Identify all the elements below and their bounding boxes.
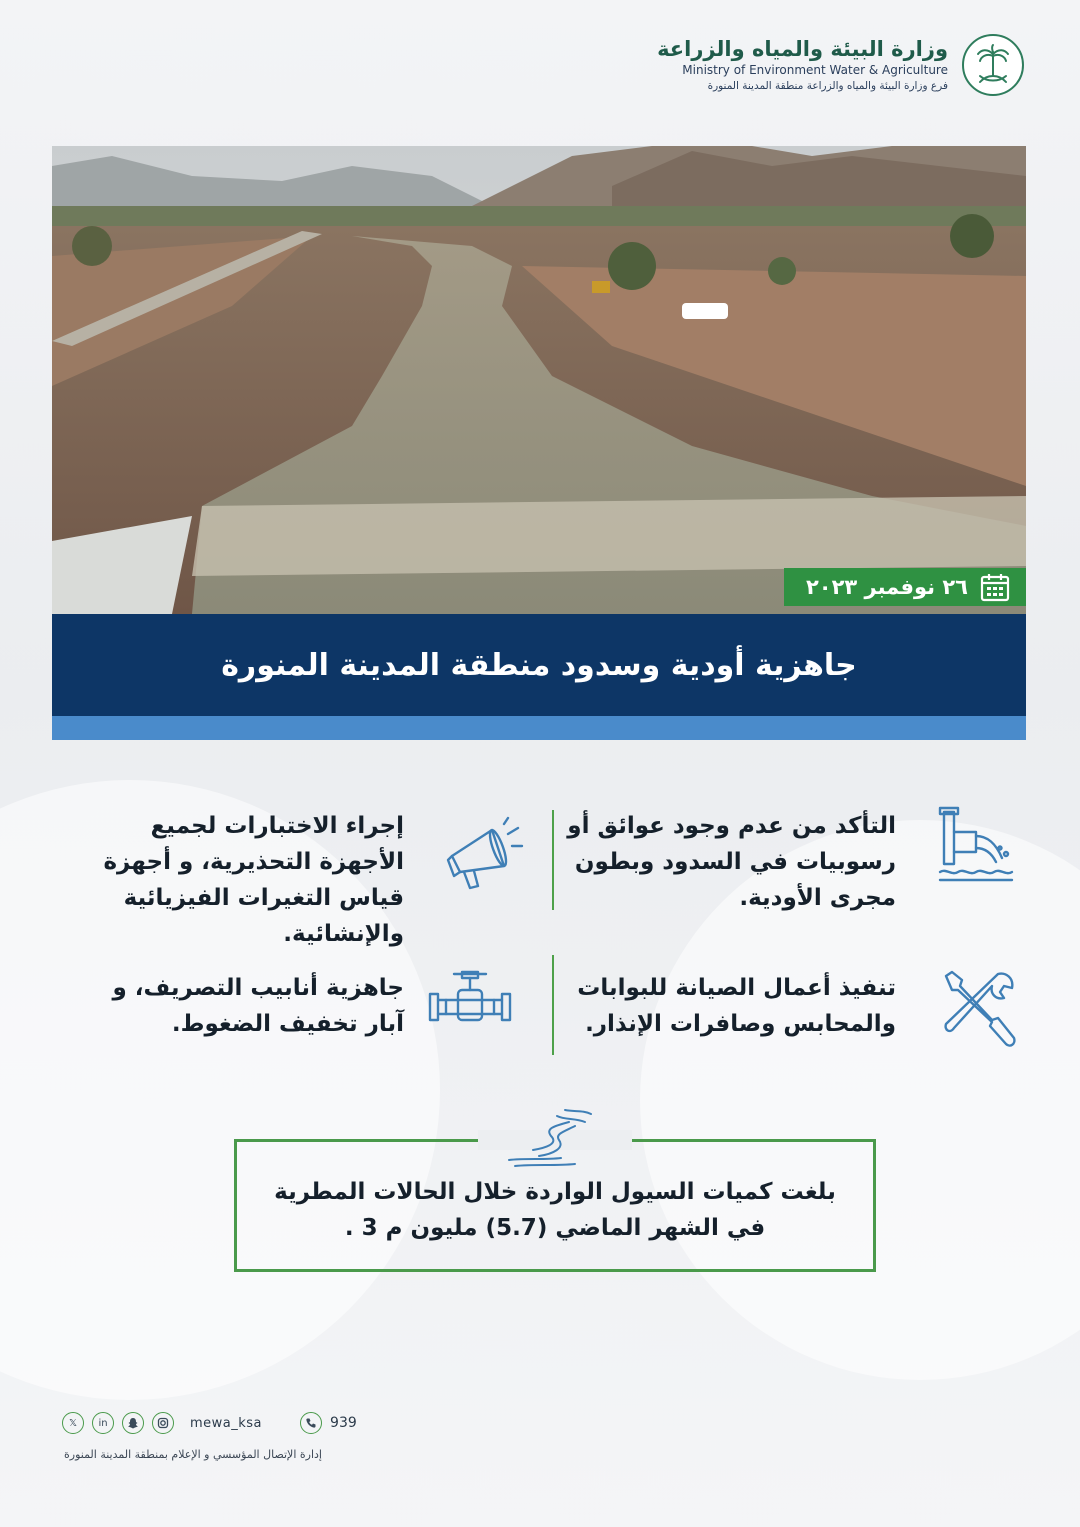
- ministry-name-ar: وزارة البيئة والمياه والزراعة: [657, 37, 948, 61]
- ministry-logo: [657, 34, 1024, 96]
- department-credit: إدارة الإتصال المؤسسي و الإعلام بمنطقة المدينة المنورة: [64, 1448, 322, 1461]
- title-accent-strip: [52, 716, 1026, 740]
- phone-contact[interactable]: [300, 1412, 357, 1434]
- post-date: ٢٦ نوفمبر ٢٠٢٣: [805, 575, 968, 599]
- calendar-icon: [980, 572, 1010, 602]
- megaphone-icon: [444, 816, 524, 896]
- page-title: جاهزية أودية وسدود منطقة المدينة المنورة: [221, 647, 857, 683]
- column-divider: [552, 810, 554, 910]
- ministry-name: [657, 36, 948, 94]
- linkedin-icon[interactable]: in: [92, 1412, 114, 1434]
- dam-water-icon: [936, 806, 1016, 890]
- ministry-name-en: Ministry of Environment Water & Agriculture: [682, 63, 948, 77]
- palm-swords-emblem-icon: [962, 34, 1024, 96]
- wrench-screwdriver-icon: [940, 968, 1018, 1052]
- feature-text: جاهزية أنابيب التصريف، و آبار تخفيف الضغوط.: [112, 975, 404, 1037]
- feature-text: التأكد من عدم وجود عوائق أو رسوبيات في السدود وبطون مجرى الأودية.: [567, 813, 896, 911]
- wadi-dam-photo: [52, 146, 1026, 614]
- flood-valley-icon: [505, 1108, 599, 1172]
- flood-stats-text: بلغت كميات السيول الواردة خلال الحالات المطرية في الشهر الماضي (5.7) مليون م 3 .: [274, 1178, 836, 1241]
- pipe-valve-icon: [428, 968, 512, 1032]
- x-twitter-icon[interactable]: 𝕏: [62, 1412, 84, 1434]
- date-badge: [784, 568, 1026, 606]
- instagram-icon[interactable]: [152, 1412, 174, 1434]
- column-divider: [552, 955, 554, 1055]
- title-banner: [52, 614, 1026, 716]
- phone-number: 939: [330, 1415, 357, 1431]
- ministry-branch: فرع وزارة البيئة والمياه والزراعة منطقة المدينة المنورة: [707, 80, 948, 92]
- feature-text: إجراء الاختبارات لجميع الأجهزة التحذيرية، و أجهزة قياس التغيرات الفيزيائية والإنشائية.: [103, 813, 404, 947]
- feature-text: تنفيذ أعمال الصيانة للبوابات والمحابس وصافرات الإنذار.: [577, 975, 896, 1037]
- snapchat-icon[interactable]: [122, 1412, 144, 1434]
- social-handle[interactable]: mewa_ksa: [190, 1415, 263, 1431]
- phone-icon: [300, 1412, 322, 1434]
- footer-contacts: [62, 1412, 357, 1434]
